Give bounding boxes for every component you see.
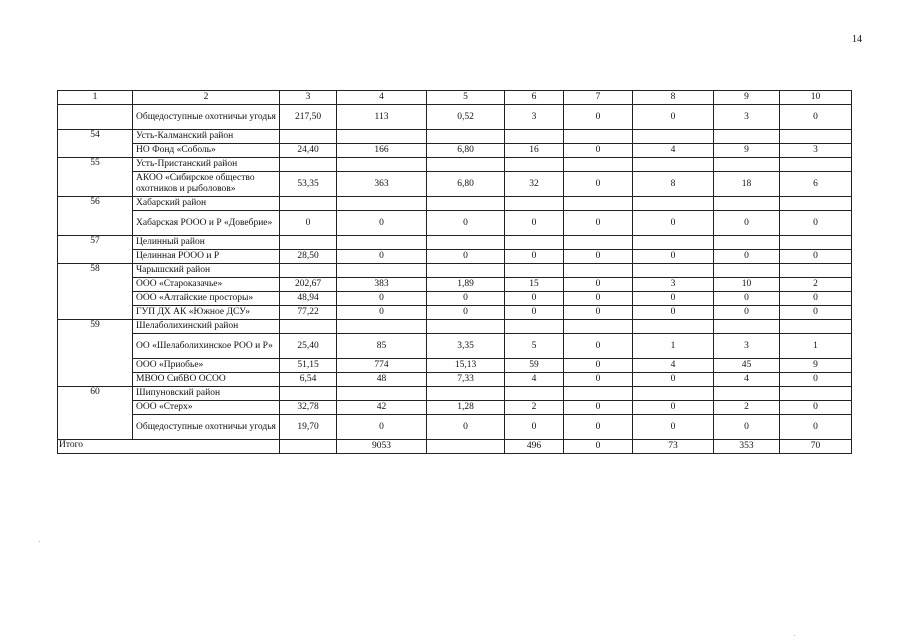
value-cell: 4 [633,359,714,373]
value-cell: 24,40 [280,144,337,158]
table-row [58,401,852,415]
value-cell [780,320,852,334]
value-cell: 0 [780,415,852,440]
value-cell: 48,94 [280,292,337,306]
value-cell: 0 [564,105,633,130]
value-cell: 3 [714,105,780,130]
value-cell: 0 [505,415,564,440]
entity-name-cell: ГУП ДХ АК «Южное ДСУ» [133,306,280,320]
value-cell: 48 [337,373,427,387]
value-cell: 4 [633,144,714,158]
value-cell [427,236,505,250]
value-cell: 0 [633,250,714,264]
total-value-cell [427,440,505,454]
header-cell: 10 [780,91,852,105]
value-cell: 6 [780,172,852,197]
value-cell: 32 [505,172,564,197]
value-cell [280,130,337,144]
total-value-cell: 0 [564,440,633,454]
total-value-cell: 73 [633,440,714,454]
table-row [58,250,852,264]
value-cell [337,130,427,144]
value-cell: 0 [564,144,633,158]
value-cell: 0 [337,306,427,320]
value-cell: 8 [633,172,714,197]
value-cell: 0 [633,211,714,236]
value-cell: 1,28 [427,401,505,415]
entity-name-cell: НО Фонд «Соболь» [133,144,280,158]
district-row [58,264,852,278]
total-value-cell: 496 [505,440,564,454]
value-cell: 383 [337,278,427,292]
header-cell: 4 [337,91,427,105]
value-cell: 0 [633,292,714,306]
value-cell [505,387,564,401]
value-cell: 2 [714,401,780,415]
value-cell [780,158,852,172]
value-cell: 0 [427,292,505,306]
value-cell: 0 [564,250,633,264]
value-cell [280,197,337,211]
value-cell [714,130,780,144]
entity-name-cell: АКОО «Сибирское общество охотников и рыболовов» [133,172,280,197]
header-cell: 7 [564,91,633,105]
value-cell: 59 [505,359,564,373]
value-cell: 0 [633,373,714,387]
page-number: 14 [852,34,862,45]
value-cell [780,130,852,144]
value-cell: 0 [564,306,633,320]
value-cell [427,387,505,401]
value-cell: 15,13 [427,359,505,373]
value-cell: 0 [564,415,633,440]
value-cell [564,264,633,278]
district-name-cell: Усть-Калманский район [133,130,280,144]
value-cell: 18 [714,172,780,197]
value-cell: 25,40 [280,334,337,359]
value-cell [564,236,633,250]
value-cell: 166 [337,144,427,158]
value-cell: 0 [564,359,633,373]
value-cell: 0 [633,401,714,415]
value-cell [505,264,564,278]
header-cell: 5 [427,91,505,105]
entity-name-cell: Целинная РООО и Р [133,250,280,264]
header-cell: 6 [505,91,564,105]
value-cell: 0 [564,373,633,387]
value-cell [280,264,337,278]
row-number-cell: 55 [58,158,133,197]
entity-name-cell: МВОО СибВО ОСОО [133,373,280,387]
table-row [58,172,852,197]
entity-name-cell: ООО «Приобье» [133,359,280,373]
value-cell: 3 [505,105,564,130]
scan-speck [794,635,795,636]
total-label: Итого [58,440,280,454]
value-cell: 2 [505,401,564,415]
value-cell [280,387,337,401]
value-cell: 0 [780,250,852,264]
value-cell: 0 [427,306,505,320]
value-cell: 0 [337,415,427,440]
value-cell [427,197,505,211]
value-cell: 0 [780,306,852,320]
district-name-cell: Целинный район [133,236,280,250]
value-cell: 0 [780,292,852,306]
value-cell: 0 [633,306,714,320]
value-cell: 9 [780,359,852,373]
district-name-cell: Усть-Пристанский район [133,158,280,172]
hunting-grounds-table [57,90,852,454]
value-cell: 0 [780,211,852,236]
total-value-cell: 9053 [337,440,427,454]
value-cell: 6,54 [280,373,337,387]
value-cell: 0 [337,211,427,236]
value-cell [714,158,780,172]
value-cell [280,236,337,250]
value-cell: 0 [427,250,505,264]
value-cell: 0 [780,373,852,387]
value-cell [714,264,780,278]
total-row [58,440,852,454]
value-cell [280,320,337,334]
value-cell [780,264,852,278]
value-cell [564,130,633,144]
table-row [58,278,852,292]
table-row [58,359,852,373]
row-number-cell: 54 [58,130,133,158]
header-cell: 8 [633,91,714,105]
table-row [58,211,852,236]
value-cell [427,158,505,172]
entity-name-cell: ООО «Алтайские просторы» [133,292,280,306]
value-cell [633,130,714,144]
value-cell: 774 [337,359,427,373]
value-cell [780,236,852,250]
table-row [58,415,852,440]
value-cell: 0 [564,401,633,415]
scan-speck [39,541,40,542]
table-row [58,306,852,320]
value-cell: 85 [337,334,427,359]
value-cell [564,320,633,334]
value-cell: 45 [714,359,780,373]
value-cell [633,158,714,172]
value-cell: 6,80 [427,172,505,197]
district-row [58,197,852,211]
value-cell: 0 [427,211,505,236]
value-cell [337,320,427,334]
value-cell: 32,78 [280,401,337,415]
value-cell: 113 [337,105,427,130]
value-cell: 0 [714,415,780,440]
entity-name-cell: Общедоступные охотничьи угодья [133,415,280,440]
row-number-cell [58,105,133,130]
value-cell [337,236,427,250]
value-cell: 0 [564,211,633,236]
district-name-cell: Шелаболихинский район [133,320,280,334]
value-cell: 0 [564,278,633,292]
value-cell: 2 [780,278,852,292]
value-cell [780,387,852,401]
value-cell [633,197,714,211]
value-cell: 0 [427,415,505,440]
entity-name-cell: Общедоступные охотничьи угодья [133,105,280,130]
row-number-cell: 57 [58,236,133,264]
value-cell: 0 [714,211,780,236]
value-cell [633,387,714,401]
value-cell [505,236,564,250]
header-row [58,91,852,105]
value-cell: 363 [337,172,427,197]
value-cell: 0,52 [427,105,505,130]
value-cell: 1 [780,334,852,359]
value-cell [505,158,564,172]
value-cell: 202,67 [280,278,337,292]
value-cell: 0 [505,250,564,264]
value-cell: 0 [505,292,564,306]
value-cell [564,158,633,172]
value-cell [505,320,564,334]
entity-name-cell: Хабарская РООО и Р «Довебрие» [133,211,280,236]
value-cell: 217,50 [280,105,337,130]
value-cell [633,264,714,278]
table-body [58,91,852,454]
value-cell [780,197,852,211]
value-cell [714,387,780,401]
value-cell: 10 [714,278,780,292]
value-cell: 3 [780,144,852,158]
table-row [58,292,852,306]
value-cell: 0 [633,415,714,440]
district-row [58,130,852,144]
value-cell: 1,89 [427,278,505,292]
total-value-cell: 70 [780,440,852,454]
district-row [58,320,852,334]
row-number-cell: 56 [58,197,133,236]
value-cell [714,236,780,250]
value-cell [337,158,427,172]
value-cell: 6,80 [427,144,505,158]
table-row [58,334,852,359]
value-cell: 0 [337,292,427,306]
header-cell: 3 [280,91,337,105]
value-cell: 3,35 [427,334,505,359]
district-name-cell: Чарышский район [133,264,280,278]
value-cell [714,320,780,334]
row-number-cell: 59 [58,320,133,387]
header-cell: 9 [714,91,780,105]
value-cell: 42 [337,401,427,415]
value-cell [337,264,427,278]
district-row [58,158,852,172]
value-cell: 0 [714,292,780,306]
value-cell: 0 [780,105,852,130]
total-value-cell: 353 [714,440,780,454]
value-cell [280,158,337,172]
table-row [58,144,852,158]
value-cell: 9 [714,144,780,158]
table-row [58,105,852,130]
value-cell [714,197,780,211]
value-cell [427,264,505,278]
value-cell: 0 [505,211,564,236]
value-cell: 0 [564,172,633,197]
value-cell: 1 [633,334,714,359]
value-cell: 0 [780,401,852,415]
header-cell: 2 [133,91,280,105]
value-cell [505,130,564,144]
value-cell: 4 [505,373,564,387]
district-name-cell: Шипуновский район [133,387,280,401]
row-number-cell: 58 [58,264,133,320]
value-cell: 7,33 [427,373,505,387]
value-cell: 4 [714,373,780,387]
district-row [58,236,852,250]
entity-name-cell: ОО «Шелаболихинское РОО и Р» [133,334,280,359]
value-cell: 53,35 [280,172,337,197]
total-value-cell [280,440,337,454]
value-cell: 0 [714,306,780,320]
value-cell: 19,70 [280,415,337,440]
header-cell: 1 [58,91,133,105]
district-row [58,387,852,401]
value-cell: 51,15 [280,359,337,373]
value-cell: 3 [633,278,714,292]
value-cell: 16 [505,144,564,158]
value-cell [633,320,714,334]
value-cell [427,130,505,144]
entity-name-cell: ООО «Староказачье» [133,278,280,292]
value-cell: 0 [564,292,633,306]
table-row [58,373,852,387]
value-cell [564,387,633,401]
value-cell [564,197,633,211]
value-cell [337,387,427,401]
entity-name-cell: ООО «Стерх» [133,401,280,415]
value-cell [505,197,564,211]
value-cell: 0 [564,334,633,359]
row-number-cell: 60 [58,387,133,440]
value-cell: 28,50 [280,250,337,264]
value-cell: 0 [337,250,427,264]
value-cell: 0 [633,105,714,130]
district-name-cell: Хабарский район [133,197,280,211]
value-cell: 5 [505,334,564,359]
value-cell: 15 [505,278,564,292]
value-cell: 3 [714,334,780,359]
value-cell [337,197,427,211]
value-cell: 0 [714,250,780,264]
value-cell [633,236,714,250]
value-cell: 0 [505,306,564,320]
value-cell: 0 [280,211,337,236]
value-cell [427,320,505,334]
value-cell: 77,22 [280,306,337,320]
